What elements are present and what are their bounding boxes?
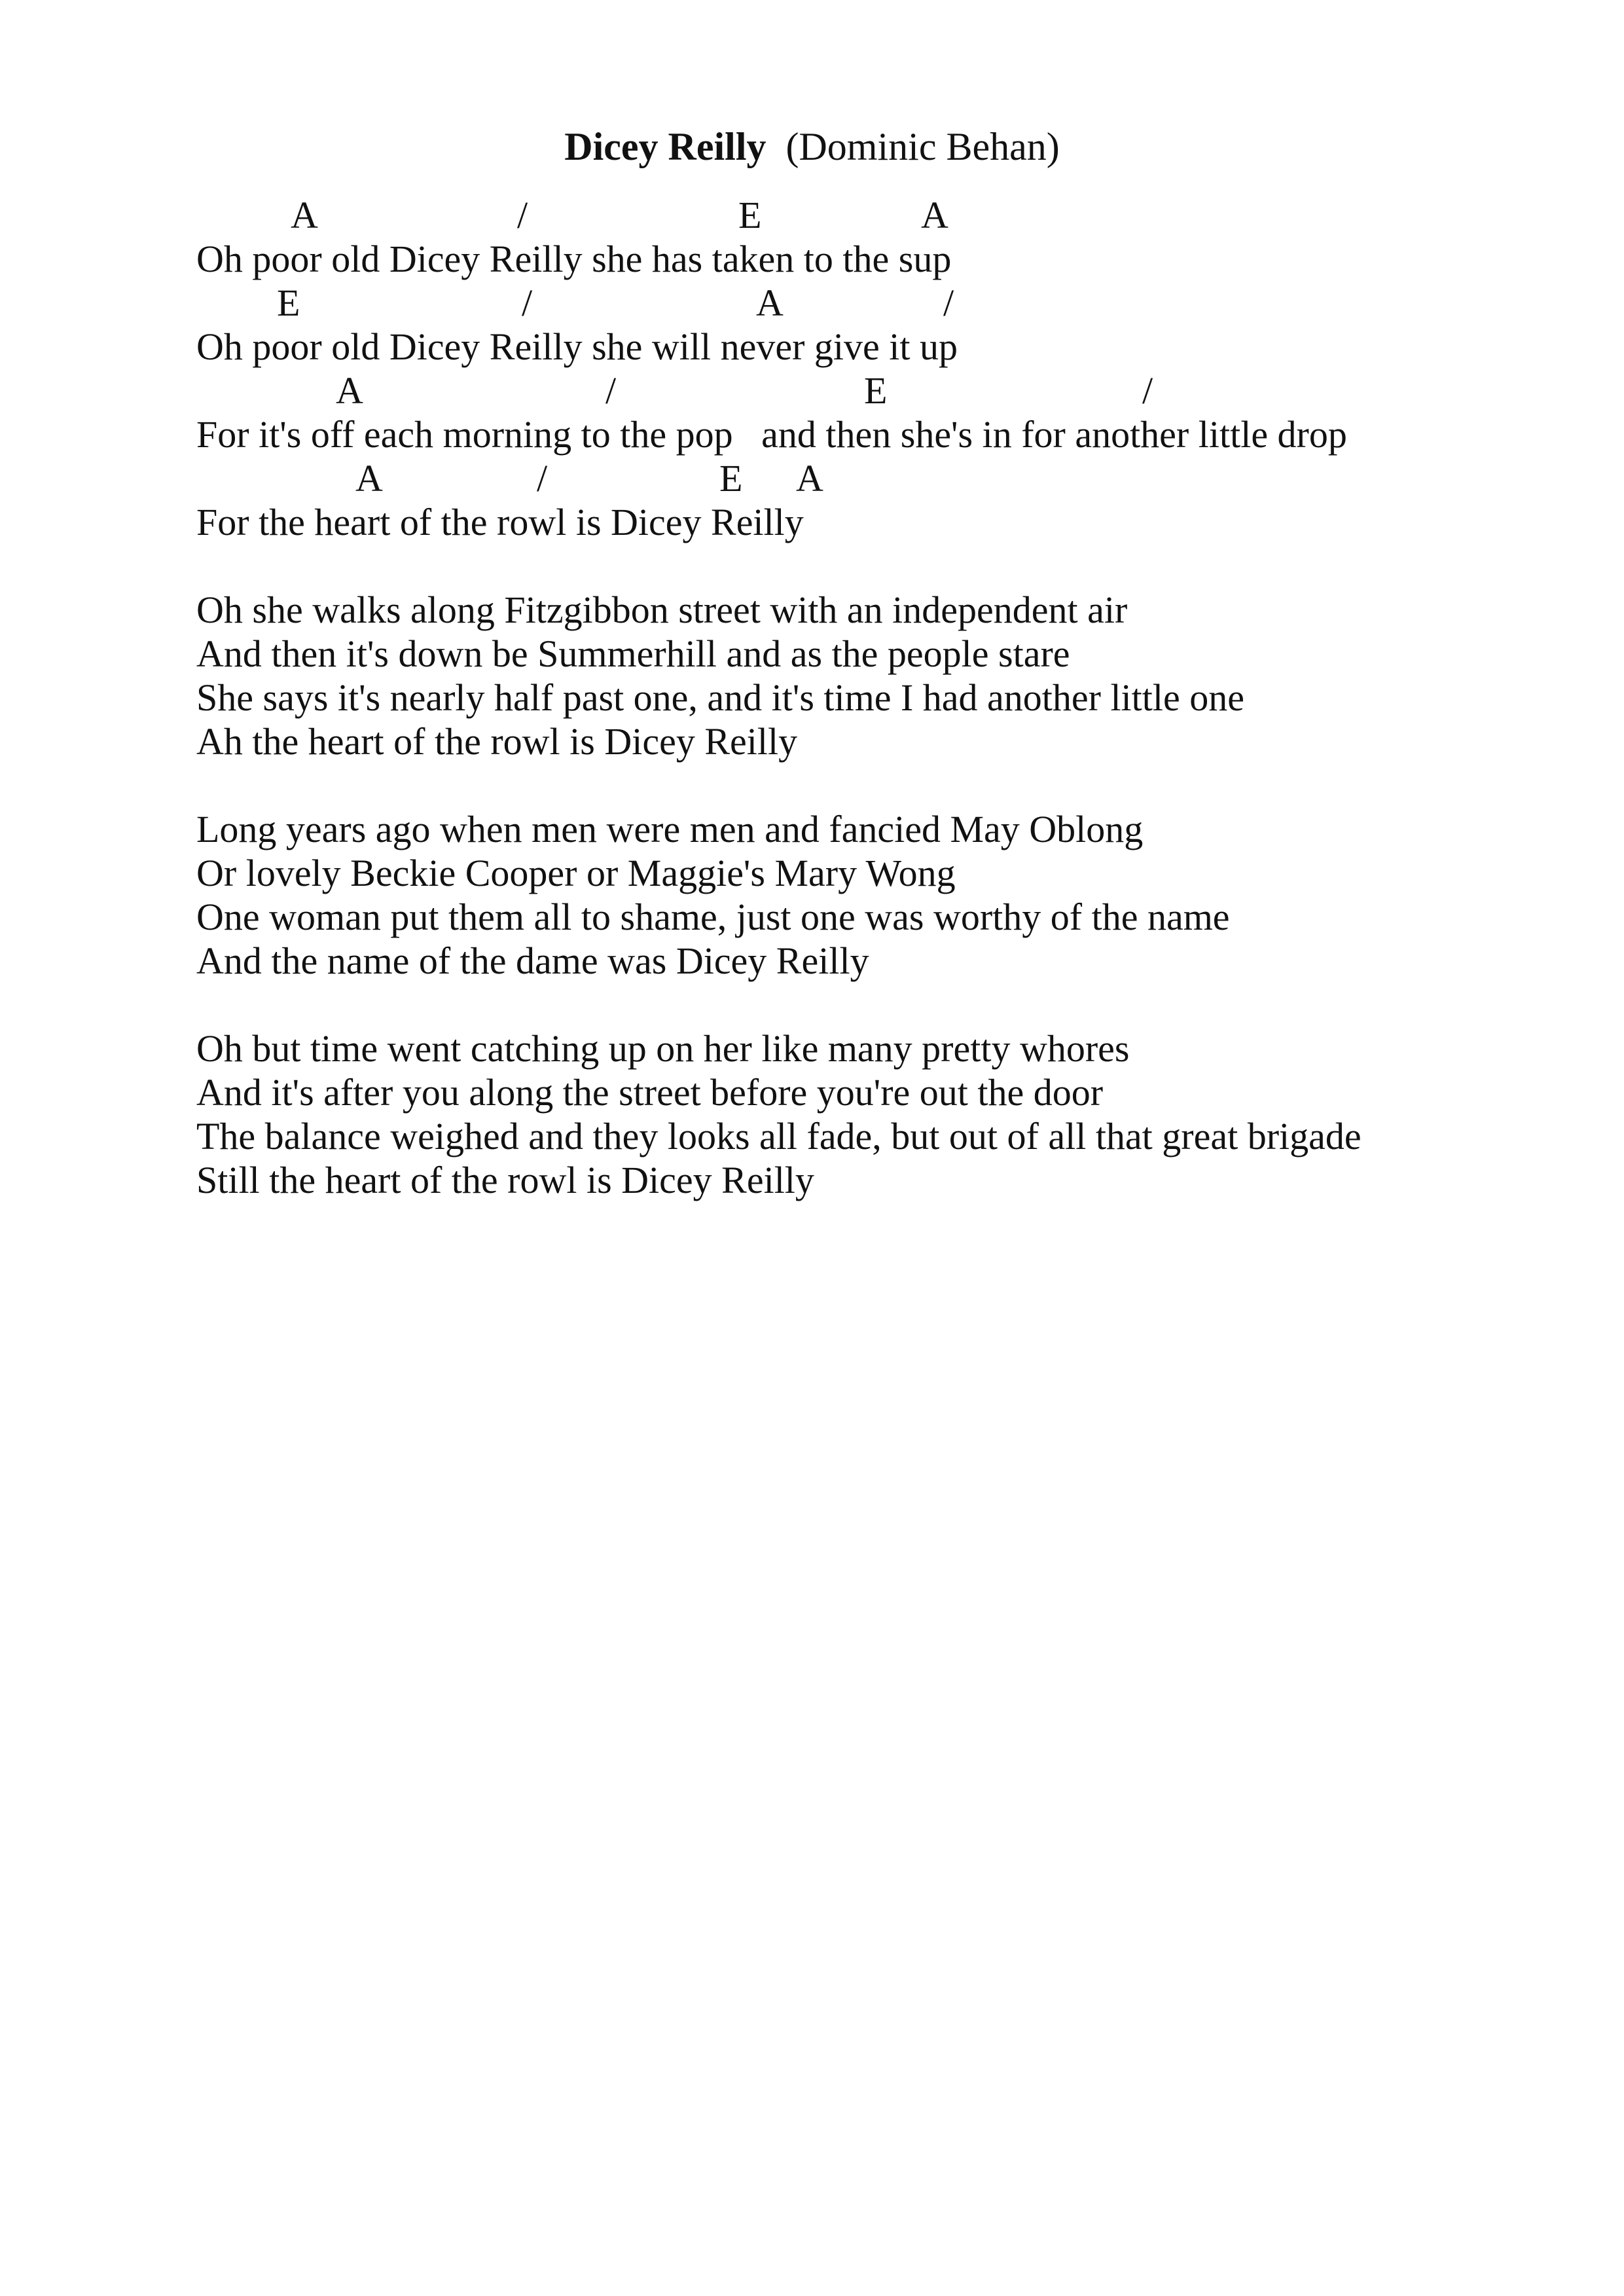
chord-symbol: A [355, 457, 383, 500]
lyric-line: Oh she walks along Fitzgibbon street with an independent air [196, 589, 1128, 631]
blank-line [196, 544, 1572, 588]
lyric-line: For the heart of the rowl is Dicey Reilly [196, 501, 804, 543]
chord-symbol: A [796, 457, 823, 500]
song-title: Dicey Reilly [564, 125, 767, 168]
song-lines [196, 193, 1572, 1202]
lyric-line: And it's after you along the street before you're out the door [196, 1071, 1104, 1114]
chord-symbol: A [756, 282, 784, 324]
lyric-line: She says it's nearly half past one, and it's time I had another little one [196, 676, 1245, 719]
chord-symbol: E [719, 457, 743, 500]
blank-line [196, 763, 1572, 807]
chord-symbol: E [277, 282, 300, 324]
chord-line [196, 369, 1572, 412]
lyric-line: Long years ago when men were men and fancied May Oblong [196, 808, 1144, 850]
chord-symbol: / [943, 282, 954, 324]
lyric-line: Still the heart of the rowl is Dicey Reilly [196, 1159, 814, 1201]
lyric-line: Oh but time went catching up on her like many pretty whores [196, 1027, 1130, 1070]
lyric-line: And then it's down be Summerhill and as the people stare [196, 632, 1070, 675]
lyric-line: Ah the heart of the rowl is Dicey Reilly [196, 720, 798, 763]
chord-line [196, 281, 1572, 325]
lyric-line: Or lovely Beckie Cooper or Maggie's Mary Wong [196, 852, 956, 894]
song-author: (Dominic Behan) [785, 125, 1060, 168]
chord-symbol: A [921, 194, 948, 236]
chord-symbol: A [336, 369, 363, 412]
lyric-line: And the name of the dame was Dicey Reilly [196, 939, 869, 982]
chord-symbol: A [291, 194, 318, 236]
lyric-line: Oh poor old Dicey Reilly she has taken to the sup [196, 238, 952, 280]
chord-symbol: / [1142, 369, 1153, 412]
title-line [0, 124, 1624, 170]
chord-symbol: E [864, 369, 888, 412]
chord-symbol: / [605, 369, 617, 412]
blank-line [196, 983, 1572, 1027]
lyric-line: For it's off each morning to the pop and then she's in for another little drop [196, 413, 1347, 456]
lyric-line: The balance weighed and they looks all fade, but out of all that great brigade [196, 1115, 1362, 1157]
chord-symbol: / [537, 457, 548, 500]
chord-symbol: / [522, 282, 533, 324]
chord-line [196, 456, 1572, 500]
chord-symbol: / [517, 194, 528, 236]
chord-symbol: E [738, 194, 762, 236]
chord-line [196, 193, 1572, 237]
lyric-line: Oh poor old Dicey Reilly she will never give it up [196, 325, 958, 368]
lyric-line: One woman put them all to shame, just one was worthy of the name [196, 896, 1230, 938]
